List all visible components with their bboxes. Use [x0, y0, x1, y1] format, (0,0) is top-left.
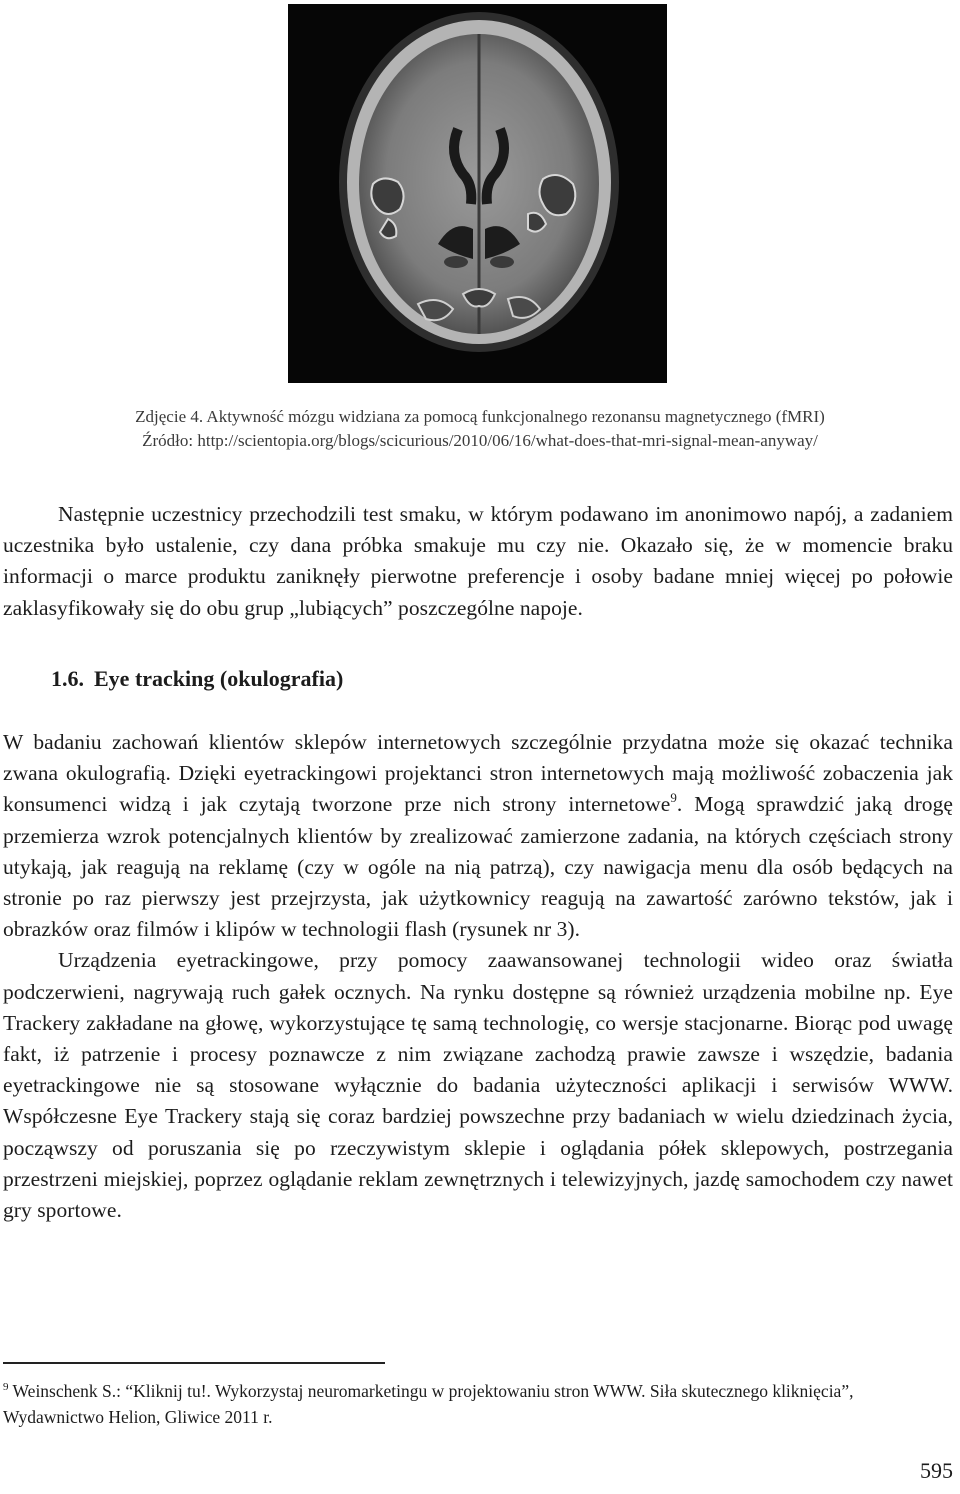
section-title: Eye tracking (okulografia): [94, 666, 344, 691]
footnote-divider: [3, 1362, 385, 1364]
paragraph-text: W badaniu zachowań klientów sklepów internetowych szczególnie przydatna może się okazać technika zwana okulografią. Dzięki eyetrackingowi projektanci stron internetowych mają możliwość zobaczenia jak konsumenci widzą i jak czytają tworzone prze nich strony internetowe: [3, 730, 953, 817]
paragraphs-eye-tracking: [3, 727, 953, 1226]
page-number: 595: [920, 1458, 953, 1483]
paragraph-eye-tracking-intro: [3, 727, 953, 945]
footnote-reference: 9: [670, 790, 677, 806]
fmri-brain-image: [288, 4, 667, 383]
paragraph-taste-test: [3, 499, 953, 624]
section-number: 1.6.: [51, 666, 84, 691]
footnote-number: 9: [3, 1381, 9, 1393]
paragraph-eye-tracking-devices: Urządzenia eyetrackingowe, przy pomocy zaawansowanej technologii wideo oraz światła podczerwieni, nagrywają ruch gałek ocznych. Na rynku dostępne są również urządzenia mobilne np. Eye Trackery zakładane na głowę, wykorzystujące tę samą technologię, co wersje stacjonarne. Biorąc pod uwagę fakt, iż patrzenie i procesy poznawcze z nim związane zachodzą prawie zawsze i wszędzie, badania eyetrackingowe nie są stosowane wyłącznie do badania użyteczności aplikacji i serwisów WWW. Współczesne Eye Trackery stają się coraz bardziej powszechne przy badaniach w wielu dziedzinach życia, począwszy od poruszania się po rzeczywistym sklepie i oglądania półek sklepowych, postrzegania przestrzeni miejskiej, poprzez oglądanie reklam zewnętrznych i telewizyjnych, jazdę samochodem czy nawet gry sportowe.: [3, 948, 953, 1223]
footnote: [3, 1378, 953, 1430]
figure-caption: Zdjęcie 4. Aktywność mózgu widziana za pomocą funkcjonalnego rezonansu magnetycznego (fMRI): [135, 407, 825, 426]
figure-source: Źródło: http://scientopia.org/blogs/scicurious/2010/06/16/what-does-that-mri-signal-mean-anyway/: [142, 431, 818, 450]
footnote-text: Weinschenk S.: “Kliknij tu!. Wykorzystaj neuromarketingu w projektowaniu stron WWW. Siła skutecznego kliknięcia”, Wydawnictwo Helion, Gliwice 2011 r.: [3, 1381, 854, 1427]
paragraph-text-continued: . Mogą sprawdzić jaką drogę przemierza wzrok potencjalnych klientów by zrealizować zamierzone zadania, na których częściach strony utykają, jak reagują na reklamę (czy w ogóle na nią patrzą), czy nawigacja menu dla osób będących na stronie po raz pierwszy jest przejrzysta, jak użytkownicy reagują na zawartość zarówno tekstów, jak i obrazków oraz filmów i klipów w technologii flash (rysunek nr 3).: [3, 792, 953, 942]
section-heading: [51, 663, 343, 694]
paragraph-text: Następnie uczestnicy przechodzili test smaku, w którym podawano im anonimowo napój, a zadaniem uczestnika było ustalenie, czy dana próbka smakuje mu czy nie. Okazało się, że w momencie braku informacji o marce produktu zaniknęły pierwotne preferencje i osoby badane mniej więcej po połowie zaklasyfikowały się do obu grup „lubiących” poszczególne napoje.: [3, 502, 953, 620]
